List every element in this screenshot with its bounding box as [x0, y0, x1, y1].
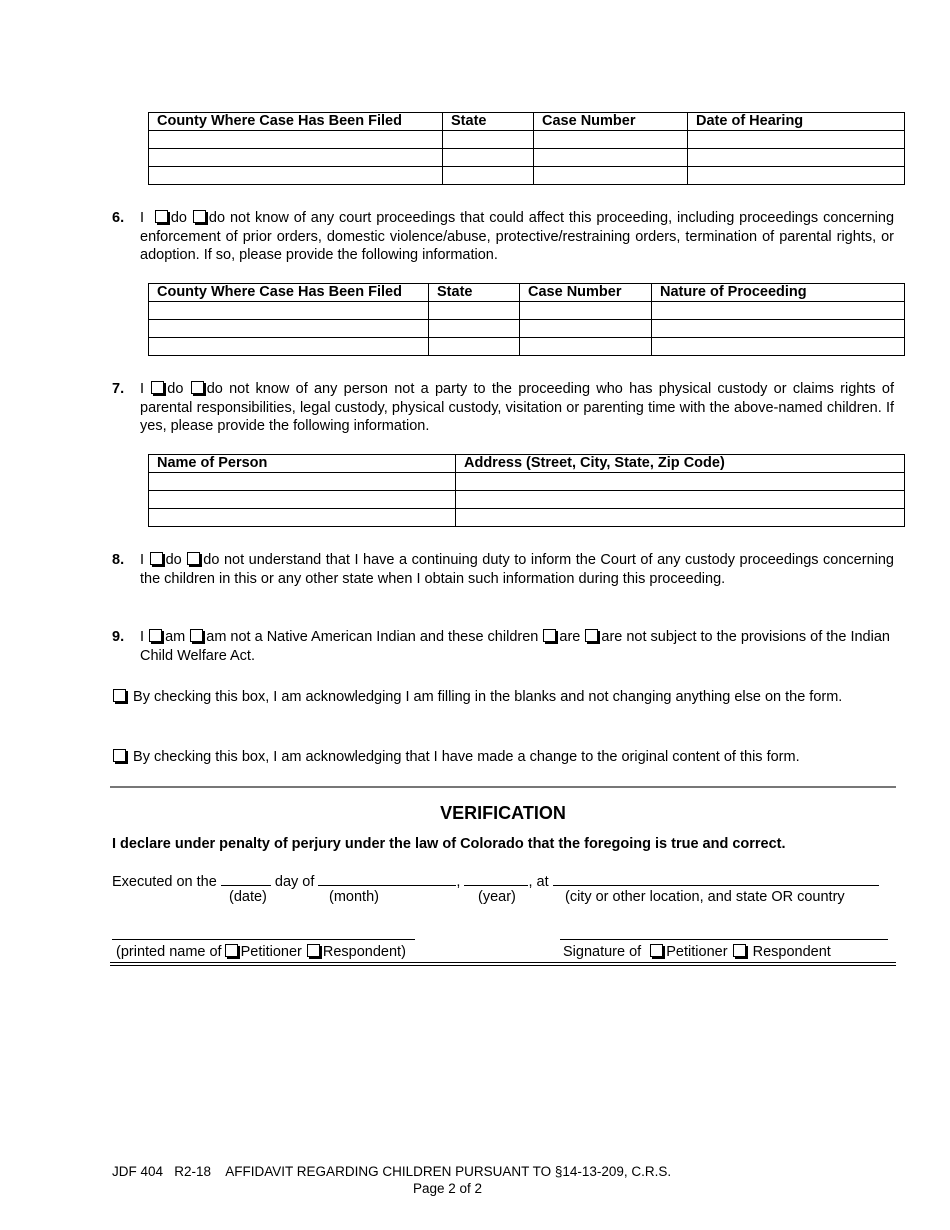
option-label: am	[165, 629, 186, 645]
footer-page-number: Page 2 of 2	[412, 1181, 483, 1196]
column-header: Case Number	[534, 113, 688, 131]
option-label: do	[165, 552, 182, 568]
column-header: Case Number	[520, 284, 652, 302]
option-label: Respondent	[752, 944, 831, 960]
year-field[interactable]	[464, 871, 528, 886]
table-cell[interactable]	[149, 320, 429, 338]
verification-title: VERIFICATION	[440, 803, 566, 823]
item-9	[112, 628, 894, 665]
checkbox-do-not[interactable]	[187, 552, 200, 565]
at-text: , at	[528, 874, 549, 890]
checkbox-are-not[interactable]	[585, 629, 598, 642]
table-cell[interactable]	[534, 149, 688, 167]
table-cell[interactable]	[534, 167, 688, 185]
verification-declaration: I declare under penalty of perjury under the law of Colorado that the foregoing is true and correct.	[112, 836, 786, 852]
table-cell[interactable]	[456, 491, 905, 509]
hearing-table	[148, 112, 905, 185]
item-number: 6.	[112, 210, 125, 226]
table-header-row	[149, 455, 905, 473]
option-label: are	[559, 629, 581, 645]
table-cell[interactable]	[520, 302, 652, 320]
table-cell[interactable]	[149, 149, 443, 167]
table-cell[interactable]	[429, 320, 520, 338]
table-cell[interactable]	[149, 167, 443, 185]
table-cell[interactable]	[149, 302, 429, 320]
option-label: do	[167, 381, 184, 397]
table-row	[149, 320, 905, 338]
label-month: (month)	[329, 889, 379, 905]
item-text: do not understand that I have a continuing duty to inform the Court of any custody proceedings concerning the children in this or any other state when I obtain such information during this proceeding.	[140, 552, 894, 587]
item-text: am not a Native American Indian and these children	[206, 629, 539, 645]
checkbox-signature-respondent[interactable]	[733, 944, 746, 957]
item-number: 7.	[112, 381, 125, 397]
table-row	[149, 302, 905, 320]
table-cell[interactable]	[443, 167, 534, 185]
executed-on-text: Executed on the	[112, 874, 217, 890]
table-cell[interactable]	[520, 320, 652, 338]
item-text: I	[140, 210, 145, 226]
day-of-text: day of	[274, 874, 315, 890]
printed-name-label	[116, 944, 406, 960]
item-text: are not subject to the provisions of the Indian Child Welfare Act.	[140, 629, 890, 664]
option-label: Petitioner	[666, 944, 728, 960]
printed-name-field[interactable]	[112, 939, 415, 940]
persons-table	[148, 454, 905, 527]
signature-label	[563, 944, 831, 960]
checkbox-printed-respondent[interactable]	[307, 944, 320, 957]
footer-form-id: JDF 404 R2-18 AFFIDAVIT REGARDING CHILDREN PURSUANT TO §14-13-209, C.R.S.	[112, 1164, 672, 1179]
location-field[interactable]	[553, 871, 879, 886]
checkbox-signature-petitioner[interactable]	[650, 944, 663, 957]
table-row	[149, 491, 905, 509]
table-cell[interactable]	[456, 509, 905, 527]
column-header: State	[443, 113, 534, 131]
date-field[interactable]	[221, 871, 271, 886]
item-number: 9.	[112, 629, 125, 645]
acknowledge-change	[112, 748, 894, 767]
checkbox-am[interactable]	[149, 629, 162, 642]
table-cell[interactable]	[652, 338, 905, 356]
printed-name-text: (printed name of	[116, 944, 222, 960]
table-cell[interactable]	[443, 149, 534, 167]
table-cell[interactable]	[652, 320, 905, 338]
item-text: I	[140, 629, 145, 645]
option-label: do	[170, 210, 187, 226]
checkbox-do[interactable]	[150, 552, 163, 565]
section-bottom-rule	[110, 962, 896, 966]
table-cell[interactable]	[149, 131, 443, 149]
checkbox-do[interactable]	[155, 210, 168, 223]
acknowledge-blanks	[112, 688, 882, 707]
option-label: Petitioner	[240, 944, 302, 960]
checkbox-acknowledge-blanks[interactable]	[113, 689, 126, 702]
item-8	[112, 551, 894, 588]
column-header: Nature of Proceeding	[652, 284, 905, 302]
table-row	[149, 509, 905, 527]
item-text: do not know of any court proceedings that could affect this proceeding, including proceedings concerning enforcement of prior orders, domestic violence/abuse, protective/restraining orders, termination of parental rights, or adoption. If so, please provide the following information.	[140, 210, 895, 263]
checkbox-do[interactable]	[151, 381, 164, 394]
acknowledge-text: By checking this box, I am acknowledging I am filling in the blanks and not changing anything else on the form.	[133, 689, 843, 705]
checkbox-acknowledge-change[interactable]	[113, 749, 126, 762]
table-cell[interactable]	[429, 302, 520, 320]
label-year: (year)	[478, 889, 516, 905]
label-date: (date)	[229, 889, 267, 905]
checkbox-am-not[interactable]	[190, 629, 203, 642]
executed-line	[112, 871, 879, 890]
checkbox-do-not[interactable]	[191, 381, 204, 394]
table-cell[interactable]	[149, 338, 429, 356]
item-6	[112, 209, 894, 265]
table-cell[interactable]	[149, 473, 456, 491]
table-row	[149, 149, 905, 167]
column-header: County Where Case Has Been Filed	[149, 113, 443, 131]
column-header: County Where Case Has Been Filed	[149, 284, 429, 302]
proceedings-table	[148, 283, 905, 356]
table-cell[interactable]	[443, 131, 534, 149]
table-row	[149, 167, 905, 185]
table-row	[149, 131, 905, 149]
table-row	[149, 338, 905, 356]
section-divider	[110, 786, 896, 788]
label-location: (city or other location, and state OR country	[565, 889, 845, 905]
option-label: Respondent)	[322, 944, 406, 960]
table-cell[interactable]	[149, 491, 456, 509]
signature-field[interactable]	[560, 939, 888, 940]
table-cell[interactable]	[688, 167, 905, 185]
item-text: do not know of any person not a party to the proceeding who has physical custody or claims rights of parental responsibilities, legal custody, physical custody, visitation or parenting time with the above-named children. If yes, please provide the following information.	[140, 381, 894, 434]
table-cell[interactable]	[534, 131, 688, 149]
item-number: 8.	[112, 552, 125, 568]
item-7	[112, 380, 894, 436]
table-cell[interactable]	[652, 302, 905, 320]
item-text: I	[140, 552, 145, 568]
table-cell[interactable]	[456, 473, 905, 491]
table-cell[interactable]	[429, 338, 520, 356]
table-cell[interactable]	[688, 149, 905, 167]
checkbox-do-not[interactable]	[193, 210, 206, 223]
acknowledge-text: By checking this box, I am acknowledging that I have made a change to the original content of this form.	[133, 749, 800, 765]
column-header: Date of Hearing	[688, 113, 905, 131]
month-field[interactable]	[318, 871, 456, 886]
comma-text: ,	[456, 874, 461, 890]
table-cell[interactable]	[688, 131, 905, 149]
table-header-row	[149, 284, 905, 302]
signature-text: Signature of	[563, 944, 642, 960]
table-row	[149, 473, 905, 491]
table-cell[interactable]	[520, 338, 652, 356]
table-cell[interactable]	[149, 509, 456, 527]
table-header-row	[149, 113, 905, 131]
checkbox-printed-petitioner[interactable]	[225, 944, 238, 957]
column-header: Name of Person	[149, 455, 456, 473]
column-header: State	[429, 284, 520, 302]
checkbox-are[interactable]	[543, 629, 556, 642]
item-text: I	[140, 381, 145, 397]
column-header: Address (Street, City, State, Zip Code)	[456, 455, 905, 473]
